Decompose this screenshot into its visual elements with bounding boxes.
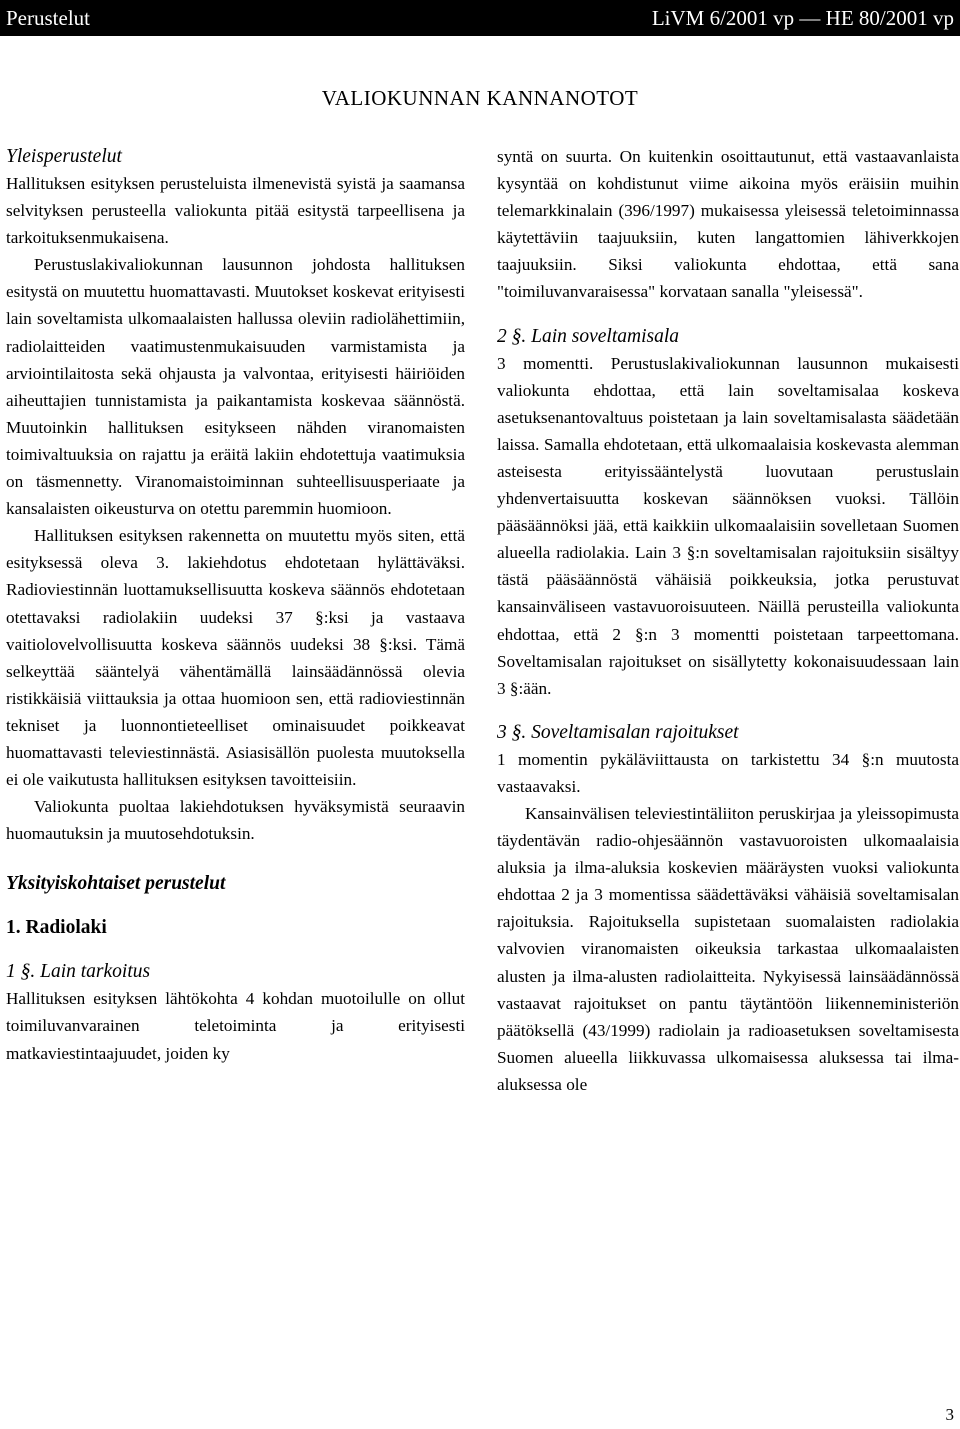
right-column	[497, 143, 959, 1098]
heading-section-3: 3 §. Soveltamisalan rajoitukset	[497, 721, 739, 743]
paragraph-general-4: Valiokunta puoltaa lakiehdotuksen hyväksymistä seuraavin huomautuksin ja muutosehdotuksin.	[6, 797, 465, 844]
spacer	[6, 897, 465, 914]
heading-section-1: 1 §. Lain tarkoitus	[6, 961, 151, 983]
running-header	[0, 0, 960, 36]
left-column	[6, 143, 465, 1067]
header-document-reference: LiVM 6/2001 vp — HE 80/2001 vp	[651, 6, 954, 30]
heading-radio-act: 1. Radiolaki	[6, 917, 107, 939]
paragraph-general-2: Perustuslakivaliokunnan lausunnon johdosta hallituksen esitystä on muutettu huomattavasti. Muutokset koskevat erityisesti lain soveltamista ulkomaalaisten hallussa oleviin radiolähettimiin, radiolaitteiden vaatimustenmukaisuuden varmistamista ja arviointilaitosta sekä ohjausta ja valvontaa, erityisesti häiriöiden aiheuttajien tunnistamista ja paikantamista koskevaa säännöstä. Muutoinkin hallituksen esitykseen nähden viranomaisten toimivaltuuksia on rajattu ja eräitä lakiin ehdotettuja vaatimuksia on täsmennetty. Viranomaistoiminnan suhteellisuusperiaate ja kansalaisten oikeusturva on otettu paremmin huomioon.	[6, 255, 465, 519]
spacer	[497, 306, 959, 323]
heading-section-2: 2 §. Lain soveltamisala	[497, 325, 680, 347]
spacer	[6, 941, 465, 958]
spacer	[497, 702, 959, 719]
header-section-title: Perustelut	[6, 6, 90, 30]
paragraph-section-3-2: Kansainvälisen televiestintäliiton peruskirjaa ja yleissopimusta täydentävän radio-ohjesäännön vastavuoroisten ulkomaalaisia aluksia ja ilma-aluksia koskevien määräysten vuoksi valiokunta ehdottaa 2 ja 3 momentissa säädettäväksi vähäisiä soveltamisalan rajoituksia. Rajoituksella supistetaan suomalaisten radiolakia valvovien viranomaisten oikeuksia tarkastaa ulkomaalaisten alusten ja ilma-alusten radiolaitteita. Nykyisessä lainsäädännössä vastaavat rajoitukset on pantu täytäntöön liikenneministeriön päätöksellä (43/1999) radiolain ja radioasetuksen soveltamisesta Suomen alueella liikkuvassa ulkomaisessa aluksessa tai ilma-aluksessa ole	[497, 803, 959, 1094]
paragraph-section-3-1: 1 momentin pykäläviittausta on tarkistettu 34 §:n muutosta vastaavaksi.	[497, 749, 959, 796]
paragraph-section-1-continued: syntä on suurta. On kuitenkin osoittautunut, että vastaavanlaista kysyntää on kohdistunut viime aikoina myös eräisiin muihin telemarkkinalain (396/1997) mukaisessa yleisessä teletoiminnassa käytettäviin taajuuksiin, kuten langattomien lähiverkkojen taajuuksiin. Siksi valiokunta ehdottaa, että sana "toimiluvanvaraisessa" korvataan sanalla "yleisessä".	[497, 147, 959, 302]
heading-detailed-reasoning: Yksityiskohtaiset perustelut	[6, 873, 226, 895]
paragraph-general-3: Hallituksen esityksen rakennetta on muutettu myös siten, että esityksessä oleva 3. lakiehdotus ehdotetaan hylättäväksi. Radioviestinnän luottamuksellisuutta koskeva säännös ehdotetaan otettavaksi radiolakiin uudeksi 37 §:ksi ja vastaava vaitiolovelvollisuutta koskeva säännös uudeksi 38 §:ksi. Tämä selkeyttää sääntelyä vähentämällä lainsäädännössä olevia ristikkäisiä viittauksia ja ottaa huomioon sen, että radioviestinnän tekniset ja luonnontieteelliset ominaisuudet poikkeavat huomattavasti televiestinnästä. Asiasisällön puolesta muutoksella ei ole vaikutusta hallituksen esityksen tavoitteisiin.	[6, 526, 465, 790]
paragraph-section-2: 3 momentti. Perustuslakivaliokunnan lausunnon mukaisesti valiokunta ehdottaa, että lain soveltamisalaa koskeva asetuksenantovaltuus poistetaan ja lain soveltamisalasta säädetään laissa. Samalla ehdotetaan, että ulkomaalaisia koskevasta alemman asteisesta erityissääntelystä luovutaan perustuslain yhdenvertaisuutta koskevan säännöksen vuoksi. Tällöin pääsäännöksi jää, että kaikkiin ulkomaalaisiin sovelletaan Suomen alueella radiolakia. Lain 3 §:n soveltamisalan rajoituksiin sisältyy tästä pääsäännöstä vähäisiä poikkeuksia, jotka perustuvat kansainväliseen vastavuoroisuuteen. Näillä perusteilla valiokunta ehdottaa, että 2 §:n 3 momentti poistetaan tarpeettomana. Soveltamisalan rajoitukset on sisällytetty kokonaisuudessaan lain 3 §:ään.	[497, 353, 959, 698]
paragraph-general-1: Hallituksen esityksen perusteluista ilmenevistä syistä ja saamansa selvityksen perusteella valiokunta pitää esitystä tarpeellisena ja tarkoituksenmukaisena.	[6, 174, 465, 248]
spacer	[6, 847, 465, 870]
section-heading: VALIOKUNNAN KANNANOTOT	[321, 86, 639, 110]
heading-general-reasoning: Yleisperustelut	[6, 146, 122, 167]
paragraph-section-1: Hallituksen esityksen lähtökohta 4 kohdan muotoilulle on ollut toimiluvanvarainen teletoiminta ja erityisesti matkaviestintaajuudet, joiden ky	[6, 989, 465, 1063]
page-number: 3	[945, 1405, 954, 1424]
